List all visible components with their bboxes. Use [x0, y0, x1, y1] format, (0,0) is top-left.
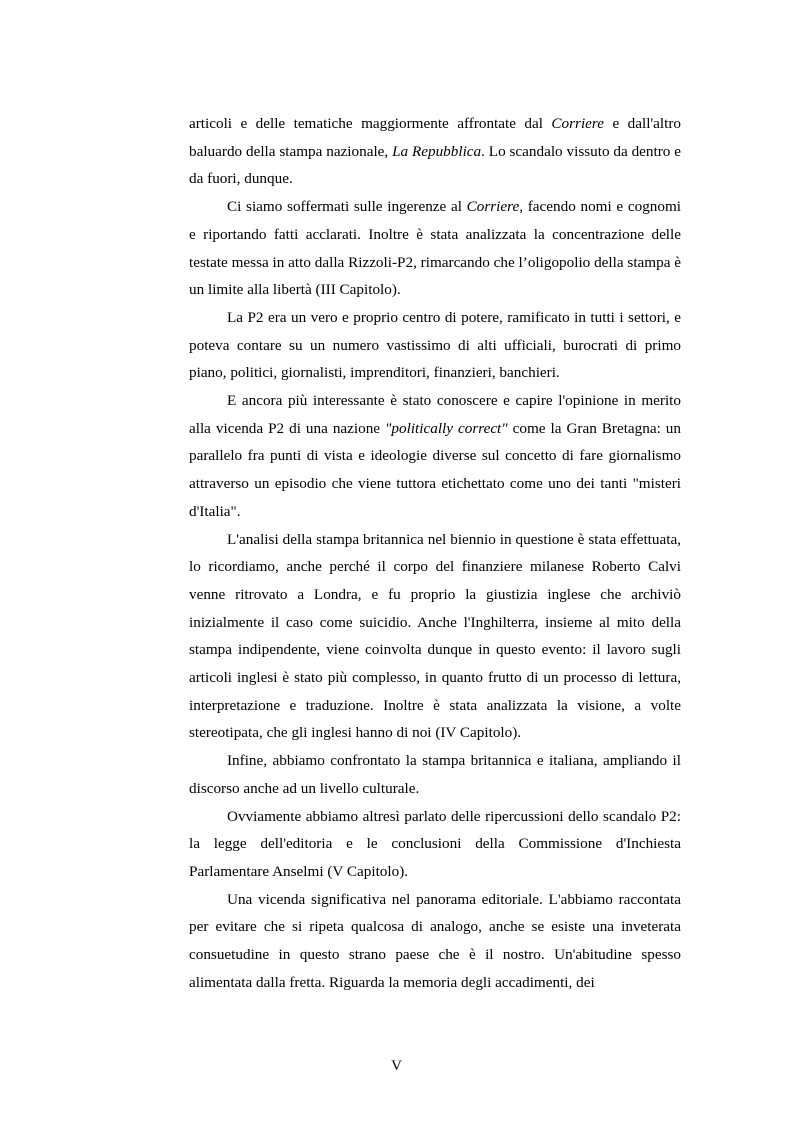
- paragraph-7: [189, 803, 681, 886]
- paragraph-2: [189, 193, 681, 304]
- paragraph-3: [189, 304, 681, 387]
- text-run: , facendo nomi e cognomi e riportando fatti acclarati. Inoltre è stata analizzata la concentrazione delle testate messa in atto dalla Rizzoli-P2, rimarcando che l’oligopolio della stampa è un limite alla libertà (III Capitolo).: [189, 198, 682, 299]
- text-run: articoli e delle tematiche maggiormente affrontate dal: [189, 115, 552, 132]
- text-run: e dall'altro baluardo della stampa nazionale,: [189, 115, 681, 160]
- italic-text: Corriere: [551, 115, 605, 132]
- paragraph-1: [189, 110, 681, 193]
- text-run: Infine, abbiamo confrontato la stampa britannica e italiana, ampliando il discorso anche ad un livello culturale.: [189, 752, 681, 797]
- text-run: L'analisi della stampa britannica nel biennio in questione è stata effettuata, lo ricordiamo, anche perché il corpo del finanziere milanese Roberto Calvi venne ritrovato a Londra, e fu proprio la giustizia inglese che archiviò inizialmente il caso come suicidio. Anche l'Inghilterra, insieme al mito della stampa indipendente, viene coinvolta dunque in questo evento: il lavoro sugli articoli inglesi è stato più complesso, in quanto frutto di un processo di lettura, interpretazione e traduzione. Inoltre è stata analizzata la visione, a volte stereotipata, che gli inglesi hanno di noi (IV Capitolo).: [189, 530, 681, 742]
- text-run: come la Gran Bretagna: un parallelo fra punti di vista e ideologie diverse sul concetto di fare giornalismo attraverso un episodio che viene tuttora etichettato come uno dei tanti "misteri d'Italia".: [189, 419, 681, 520]
- paragraph-6: [189, 747, 681, 802]
- paragraph-5: [189, 526, 681, 748]
- paragraph-8: [189, 886, 681, 997]
- italic-text: La Repubblica: [392, 142, 482, 160]
- text-run: Una vicenda significativa nel panorama editoriale. L'abbiamo raccontata per evitare che si ripeta qualcosa di analogo, anche se esiste una inveterata consuetudine in questo strano paese che è il nostro. Un'abitudine spesso alimentata dalla fretta. Riguarda la memoria degli accadimenti, dei: [189, 890, 681, 991]
- italic-text: Corriere: [466, 198, 520, 216]
- italic-text: "politically correct": [385, 419, 508, 437]
- text-run: E ancora più interessante è stato conoscere e capire l'opinione in merito alla vicenda P2 di una nazione: [189, 392, 681, 437]
- body-text: [189, 110, 681, 997]
- text-run: . Lo scandalo vissuto da dentro e da fuori, dunque.: [189, 142, 681, 188]
- text-run: Ci siamo soffermati sulle ingerenze al: [227, 198, 467, 216]
- text-run: Ovviamente abbiamo altresì parlato delle ripercussioni dello scandalo P2: la legge dell'editoria e le conclusioni della Commissione d'Inchiesta Parlamentare Anselmi (V Capitolo).: [189, 807, 681, 880]
- text-run: La P2 era un vero e proprio centro di potere, ramificato in tutti i settori, e poteva contare su un numero vastissimo di alti ufficiali, burocrati di primo piano, politici, giornalisti, imprenditori, finanzieri, banchieri.: [189, 308, 681, 382]
- paragraph-4: [189, 387, 681, 526]
- page-number: V: [391, 1058, 402, 1074]
